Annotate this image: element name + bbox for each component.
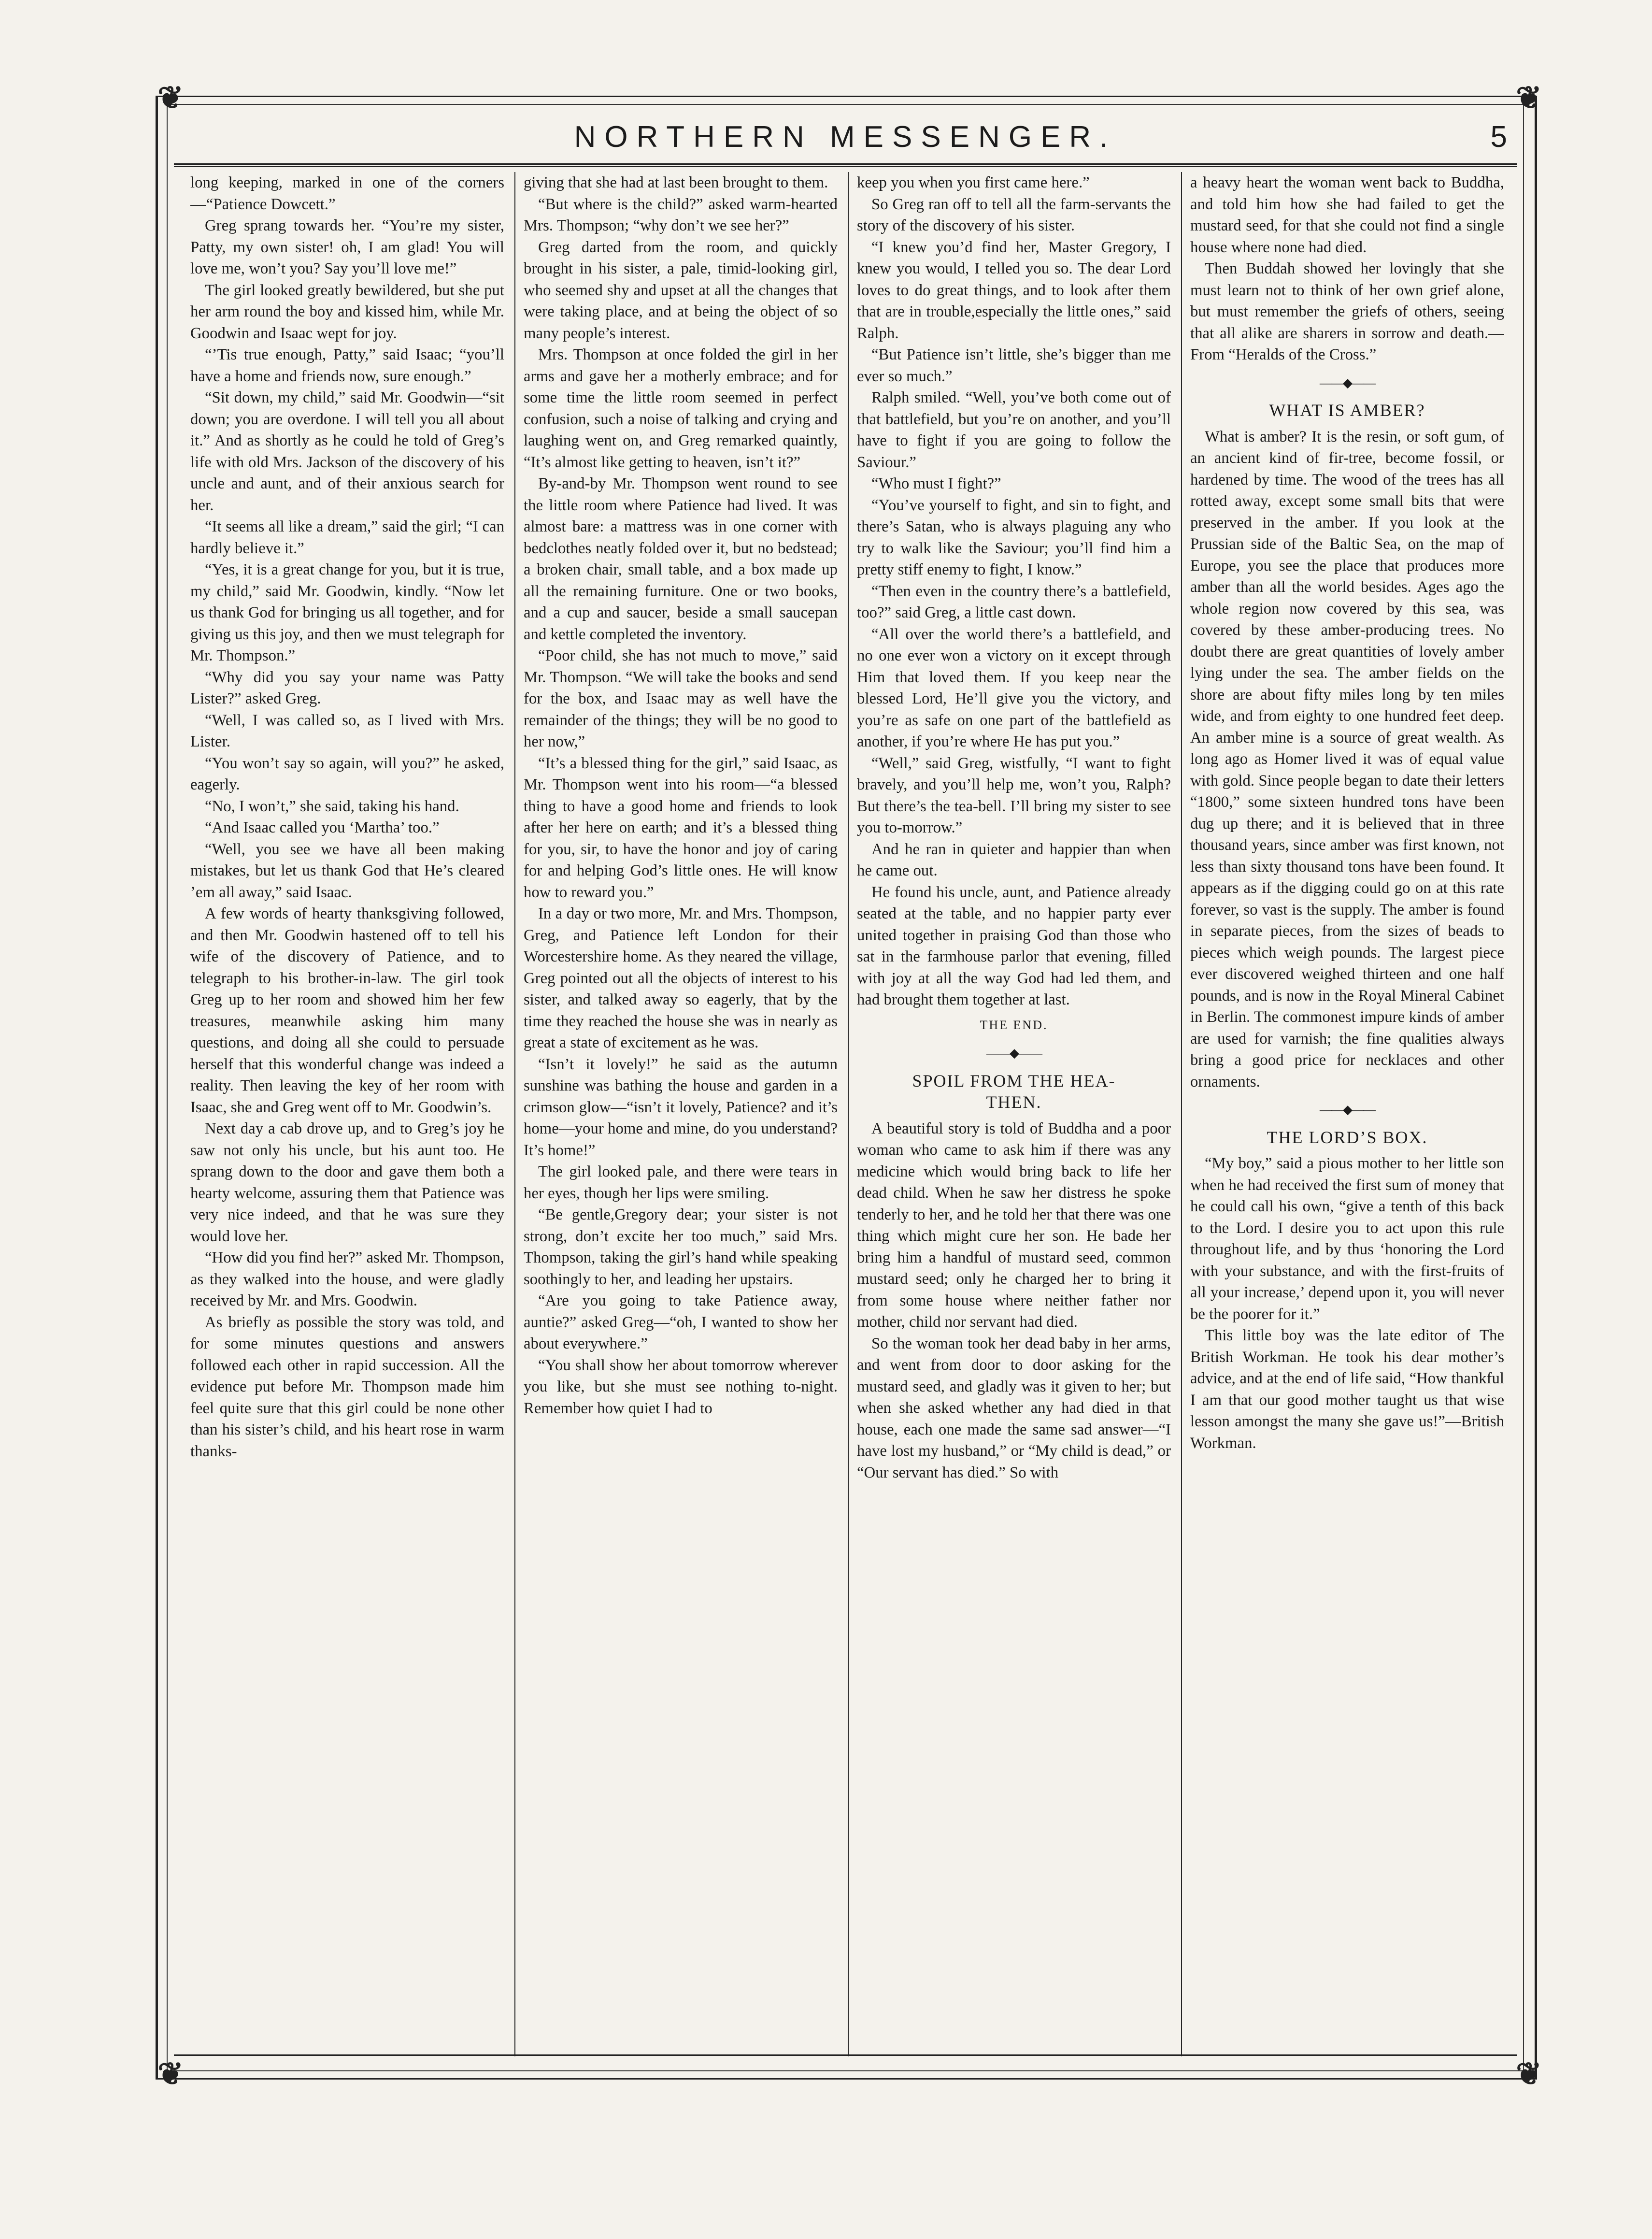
paragraph: A few words of hearty thanksgiving followed, and then Mr. Goodwin hastened off to tell his wife of the discovery of Patience, and to telegraph to his brother-in-law. The girl took Greg up to her room and showed him her few treasures, meanwhile asking him many questions, and doing all she could to persuade herself that this wonderful change was indeed a reality. Then leaving the key of her room with Isaac, she and Greg went off to Mr. Goodwin’s. xyxy=(190,905,504,1116)
paragraph: By-and-by Mr. Thompson went round to see the little room where Patience had lived. It was almost bare: a mattress was in one corner with bedclothes neatly folded over it, but no bedstead; a broken chair, small table, and a box made up all the remaining furniture. One or two books, and a cup and saucer, beside a small saucepan and kettle completed the inventory. xyxy=(524,475,838,643)
paragraph: keep you when you first came here.” xyxy=(857,174,1090,191)
paragraph: A beautiful story is told of Buddha and a poor woman who came to ask him if there was any medicine which would bring back to life her dead child. When he saw her distress he spoke tenderly to her, and he told her that there was one thing which might cure her son. He bade her bring him a handful of mustard seed, common mustard seed; only he charged her to bring it from some house where neither father nor mother, child nor servant had died. xyxy=(857,1120,1171,1331)
paragraph: Greg darted from the room, and quickly brought in his sister, a pale, timid-looking girl, who seemed shy and upset at all the changes that were taking place, and at being the object of so many people’s interest. xyxy=(524,238,838,342)
corner-ornament-bottom-left: ❦ xyxy=(157,2056,184,2092)
page-number: 5 xyxy=(1490,120,1507,154)
paragraph: Greg sprang towards her. “You’re my sister, Patty, my own sister! oh, I am glad! You will love me, won’t you? Say you’ll love me!” xyxy=(190,217,504,277)
paragraph: “I knew you’d find her, Master Gregory, I knew you would, I telled you so. The dear Lord loves to do great things, and to look after them that are in trouble,especially the little ones,” said Ralph. xyxy=(857,238,1171,342)
paragraph: Then Buddah showed her lovingly that she must learn not to think of her own grief alone, but must remember the griefs of others, seeing that all alike are sharers in sorrow and death.—From “Heralds of the Cross.” xyxy=(1190,260,1504,363)
paragraph: “It’s a blessed thing for the girl,” said Isaac, as Mr. Thompson went into his room—“a blessed thing to have a good home and friends to look after her here on earth; and it’s a blessed thing for you, sir, to have the honor and joy of caring for and helping God’s little ones. He will know how to reward you.” xyxy=(524,754,838,901)
heading-spoil-line1: SPOIL FROM THE HEA- xyxy=(912,1071,1116,1091)
section-ornament: ——◆—— xyxy=(986,1046,1041,1060)
section-ornament: ——◆—— xyxy=(1320,375,1375,390)
paragraph: So the woman took her dead baby in her arms, and went from door to door asking for the mustard seed, and gladly was it given to her; but when she asked whether any had died in that house, each one made the same sad answer—“I have lost my husband,” or “My child is dead,” or “Our servant has died.” So with xyxy=(857,1335,1171,1481)
paragraph: “You’ve yourself to fight, and sin to fight, and there’s Satan, who is always plaguing any who try to walk like the Saviour; you’ll find him a pretty stiff enemy to fight, I know.” xyxy=(857,496,1171,578)
paragraph: “Well, you see we have all been making mistakes, but let us thank God that He’s cleared ’em all away,” said Isaac. xyxy=(190,840,504,901)
paragraph: “Well,” said Greg, wistfully, “I want to fight bravely, and you’ll help me, won’t you, Ralph? But there’s the tea-bell. I’ll bring my sister to see you to-morrow.” xyxy=(857,754,1171,836)
paragraph: “Why did you say your name was Patty Lister?” asked Greg. xyxy=(190,668,504,707)
column-1 xyxy=(190,172,504,2056)
paragraph: “Poor child, she has not much to move,” said Mr. Thompson. “We will take the books and send for the box, and Isaac may as well have the remainder of the things; they will be no good to her now,” xyxy=(524,647,838,750)
paragraph: In a day or two more, Mr. and Mrs. Thompson, Greg, and Patience left London for their Worcestershire home. As they neared the village, Greg pointed out all the objects of interest to his sister, and talked away so eagerly, that by the time they reached the house she was in nearly as great a state of excitement as he was. xyxy=(524,905,838,1051)
paragraph: And he ran in quieter and happier than when he came out. xyxy=(857,840,1171,879)
paragraph: long keeping, marked in one of the corners—“Patience Dowcett.” xyxy=(190,174,504,213)
paragraph: “’Tis true enough, Patty,” said Isaac; “you’ll have a home and friends now, sure enough.” xyxy=(190,346,504,385)
paragraph: “Be gentle,Gregory dear; your sister is not strong, don’t excite her too much,” said Mrs. Thompson, taking the girl’s hand while speaking soothingly to her, and leading her upstairs. xyxy=(524,1206,838,1288)
paragraph: giving that she had at last been brought to them. xyxy=(524,174,828,191)
paragraph: Ralph smiled. “Well, you’ve both come out of that battlefield, but you’re on another, and you’ll have to fight if you are going to follow the Saviour.” xyxy=(857,389,1171,471)
paragraph: “You shall show her about tomorrow wherever you like, but she must see nothing to-night. Remember how quiet I had to xyxy=(524,1356,838,1417)
column-4 xyxy=(1190,172,1504,2056)
section-ornament: ——◆—— xyxy=(1320,1103,1375,1117)
paragraph: Mrs. Thompson at once folded the girl in her arms and gave her a motherly embrace; and for some time the little room seemed in perfect confusion, such a noise of talking and crying and laughing went on, and Greg remarked quaintly, “It’s almost like getting to heaven, isn’t it?” xyxy=(524,346,838,471)
footer-rule xyxy=(174,2054,1517,2056)
article-columns xyxy=(180,172,1513,2056)
paragraph: The girl looked greatly bewildered, but she put her arm round the boy and kissed him, while Mr. Goodwin and Isaac wept for joy. xyxy=(190,281,504,342)
paragraph: “All over the world there’s a battlefield, and no one ever won a victory on it except through Him that loved them. If you keep near the blessed Lord, He’ll give you the victory, and you’re as safe on one part of the battlefield as another, if you’re where He has put you.” xyxy=(857,625,1171,750)
paragraph: He found his uncle, aunt, and Patience already seated at the table, and no happier party ever united together in praising God than those who sat in the farmhouse parlor that evening, filled with joy at all the way God had led them, and had brought them together at last. xyxy=(857,883,1171,1008)
paragraph: The girl looked pale, and there were tears in her eyes, though her lips were smiling. xyxy=(524,1163,838,1202)
paragraph: So Greg ran off to tell all the farm-servants the story of the discovery of his sister. xyxy=(857,195,1171,234)
corner-ornament-top-right: ❦ xyxy=(1516,80,1542,116)
paragraph: “But where is the child?” asked warm-hearted Mrs. Thompson; “why don’t we see her?” xyxy=(524,195,838,234)
paragraph: “Well, I was called so, as I lived with Mrs. Lister. xyxy=(190,711,504,750)
paragraph: As briefly as possible the story was told, and for some minutes questions and answers followed each other in rapid succession. All the evidence put before Mr. Thompson made him feel quite sure that this girl could be none other than his sister’s child, and his heart rose in warm thanks- xyxy=(190,1313,504,1460)
paragraph: “Yes, it is a great change for you, but it is true, my child,” said Mr. Goodwin, kindly. “Now let us thank God for bringing us all together, and for giving us this joy, and then we must telegraph for Mr. Thompson.” xyxy=(190,561,504,664)
page-header xyxy=(174,120,1517,165)
column-2 xyxy=(524,172,838,2056)
paragraph: “Are you going to take Patience away, auntie?” asked Greg—“oh, I wanted to show her about everywhere.” xyxy=(524,1292,838,1352)
masthead-title: NORTHERN MESSENGER. xyxy=(574,120,1117,154)
heading-spoil-from-the-heathen xyxy=(857,1070,1171,1113)
paragraph: “And Isaac called you ‘Martha’ too.” xyxy=(205,819,440,836)
header-rule xyxy=(174,166,1517,167)
paragraph: This little boy was the late editor of The British Workman. He took his dear mother’s advice, and at the end of life said, “How thankful I am that our good mother taught us that wise lesson amongst the many she gave us!”—British Workman. xyxy=(1190,1327,1504,1452)
paragraph: “Isn’t it lovely!” he said as the autumn sunshine was bathing the house and garden in a crimson glow—“isn’t it lovely, Patience? and it’s home—your home and mine, do you understand? It’s home!” xyxy=(524,1055,838,1159)
paragraph: “Sit down, my child,” said Mr. Goodwin—“sit down; you are overdone. I will tell you all about it.” And as shortly as he could he told of Greg’s life with old Mrs. Jackson of the discovery of his uncle and aunt, and of their anxious search for her. xyxy=(190,389,504,514)
paragraph: Next day a cab drove up, and to Greg’s joy he saw not only his uncle, but his aunt too. He sprang down to the door and gave them both a hearty welcome, assuring them that Patience was very nice indeed, and that he was sure they would love her. xyxy=(190,1120,504,1245)
paragraph: What is amber? It is the resin, or soft gum, of an ancient kind of fir-tree, become fossil, or hardened by time. The wood of the trees has all rotted away, except some small bits that were preserved in the amber. If you look at the Prussian side of the Baltic Sea, on the map of Europe, you see the place that produces more amber than all the world besides. Ages ago the whole region now covered by this sea, was covered by these amber-producing trees. No doubt there are great quantities of lovely amber lying under the sea. The amber fields on the shore are about fifty miles long by ten miles wide, and from eighty to one hundred feet deep. An amber mine is a source of great wealth. As long ago as Homer lived it was of equal value with gold. Since people began to date their letters “1800,” some sixteen hundred tons have been dug up there; and it is believed that in three thousand years, since amber was first known, not less than sixty thousand tons have been found. It appears as if the digging could go on at this rate forever, so vast is the supply. The amber is found in separate pieces, from the sizes of beads to pieces which weigh pounds. The largest piece ever discovered weighed thirteen and one half pounds, and is now in the Royal Mineral Cabinet in Berlin. The commonest impure kinds of amber are used for varnish; the fine qualities always bring a good price for necklaces and other ornaments. xyxy=(1190,428,1504,1091)
paragraph: “How did you find her?” asked Mr. Thompson, as they walked into the house, and were gladly received by Mr. and Mrs. Goodwin. xyxy=(190,1249,504,1309)
paragraph: “No, I won’t,” she said, taking his hand. xyxy=(205,797,459,815)
paragraph: “Then even in the country there’s a battlefield, too?” said Greg, a little cast down. xyxy=(857,582,1171,621)
the-end-label: THE END. xyxy=(980,1018,1048,1032)
corner-ornament-bottom-right: ❦ xyxy=(1516,2056,1542,2092)
corner-ornament-top-left: ❦ xyxy=(157,80,184,116)
heading-what-is-amber: WHAT IS AMBER? xyxy=(1269,401,1425,420)
paragraph: “But Patience isn’t little, she’s bigger than me ever so much.” xyxy=(857,346,1171,385)
heading-spoil-line2: THEN. xyxy=(986,1092,1042,1112)
heading-the-lords-box: THE LORD’S BOX. xyxy=(1267,1127,1428,1147)
column-3 xyxy=(857,172,1171,2056)
paragraph: “Who must I fight?” xyxy=(871,475,1001,492)
paragraph: “My boy,” said a pious mother to her little son when he had received the first sum of money that he could call his own, “give a tenth of this back to the Lord. I desire you to act upon this rule throughout life, and by thus ‘honoring the Lord with your substance, and with the first-fruits of all your increase,’ depend upon it, you will never be the poorer for it.” xyxy=(1190,1155,1504,1323)
paragraph: “You won’t say so again, will you?” he asked, eagerly. xyxy=(190,754,504,793)
paragraph: “It seems all like a dream,” said the girl; “I can hardly believe it.” xyxy=(190,518,504,557)
paragraph: a heavy heart the woman went back to Buddha, and told him how she had failed to get the mustard seed, for that she could not find a single house where none had died. xyxy=(1190,174,1504,256)
